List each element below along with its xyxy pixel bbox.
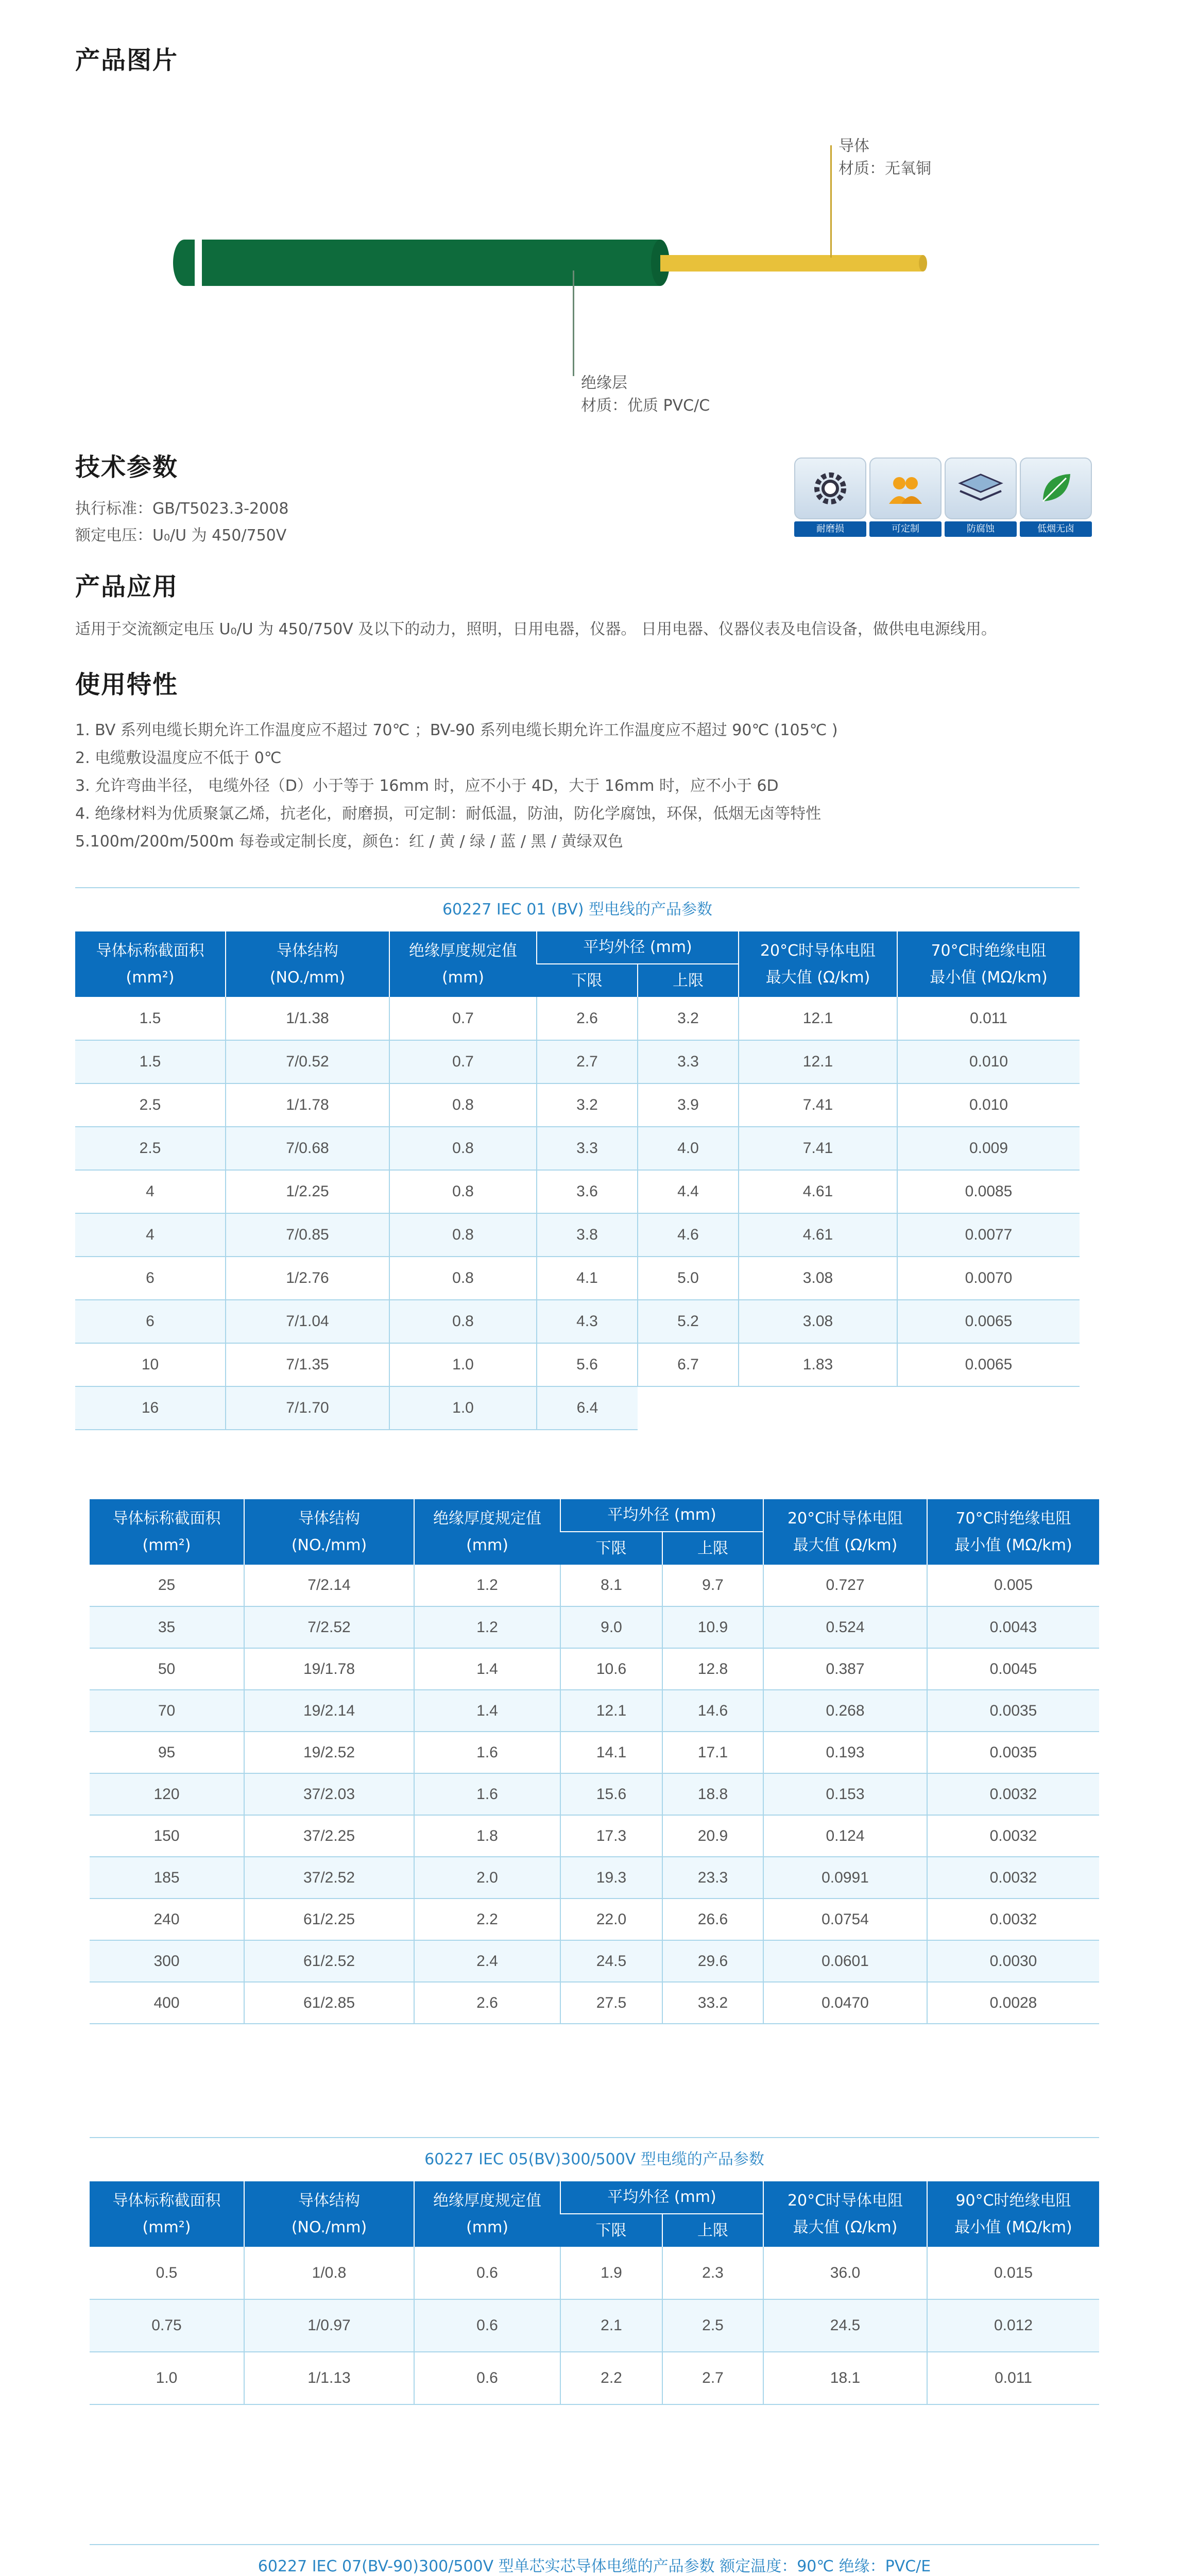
header-unit: 最小值 (MΩ/km) <box>954 1536 1072 1554</box>
table-cell: 2.3 <box>662 2247 763 2299</box>
table-cell: 12.8 <box>662 1648 763 1690</box>
table-cell: 7/1.70 <box>226 1386 389 1430</box>
table-row <box>90 2352 1099 2404</box>
table-row <box>90 1857 1099 1899</box>
header-line: 20°C时导体电阻 <box>787 1509 903 1528</box>
table-cell: 37/2.03 <box>244 1773 414 1815</box>
feature-caption: 低烟无卤 <box>1020 521 1092 537</box>
feature-low-smoke <box>1020 457 1092 537</box>
table-row <box>75 1083 1080 1127</box>
table-row <box>75 1127 1080 1170</box>
table-cell: 6 <box>75 1300 226 1343</box>
table-cell: 0.010 <box>897 1083 1080 1127</box>
table-cell: 1.0 <box>389 1343 537 1386</box>
header-structure <box>244 1499 414 1565</box>
table-cell: 7.41 <box>739 1083 897 1127</box>
section-title-application: 产品应用 <box>75 572 179 601</box>
table-cell: 1/2.25 <box>226 1170 389 1213</box>
table-cell: 10.9 <box>662 1606 763 1648</box>
table-body <box>75 997 1080 1430</box>
header-upper: 上限 <box>638 964 739 997</box>
header-line: 导体标称截面积 <box>112 2191 221 2210</box>
table-row <box>75 1213 1080 1257</box>
table-cell: 0.0032 <box>927 1815 1099 1857</box>
table-cell: 1.4 <box>414 1648 560 1690</box>
feature-wear-resistant <box>794 457 866 537</box>
table-cell: 0.009 <box>897 1127 1080 1170</box>
table-cell: 0.153 <box>763 1773 927 1815</box>
table-cell: 24.5 <box>763 2299 927 2352</box>
table-cell: 185 <box>90 1857 244 1899</box>
table-cell: 8.1 <box>560 1565 662 1606</box>
table-cell: 400 <box>90 1982 244 2024</box>
table-cell: 0.0030 <box>927 1940 1099 1982</box>
table-cell: 18.1 <box>763 2352 927 2404</box>
header-line: 导体结构 <box>298 2191 360 2210</box>
table-row <box>90 2299 1099 2352</box>
header-unit: (mm²) <box>142 1536 191 1554</box>
table-row <box>75 1257 1080 1300</box>
table-cell: 1.8 <box>414 1815 560 1857</box>
header-diameter: 平均外径 (mm) <box>537 931 739 964</box>
table-cell: 3.2 <box>638 997 739 1040</box>
table-cell: 0.5 <box>90 2247 244 2299</box>
table-cell: 0.0032 <box>927 1899 1099 1940</box>
header-unit: (mm) <box>466 2218 508 2236</box>
conductor-label: 导体 <box>838 137 869 155</box>
table-cell: 0.0032 <box>927 1773 1099 1815</box>
table-cell: 1.2 <box>414 1565 560 1606</box>
table-cell: 2.5 <box>75 1127 226 1170</box>
header-unit: 最大值 (Ω/km) <box>793 1536 898 1554</box>
header-line: 绝缘厚度规定值 <box>409 941 517 960</box>
header-res20 <box>763 2181 927 2247</box>
table-cell: 12.1 <box>739 997 897 1040</box>
table-row <box>90 1899 1099 1940</box>
table-cell: 0.0035 <box>927 1690 1099 1732</box>
header-line: 20°C时导体电阻 <box>760 941 876 960</box>
table-cell: 37/2.25 <box>244 1815 414 1857</box>
table-row <box>90 1690 1099 1732</box>
header-line: 导体结构 <box>298 1509 360 1528</box>
table-cell: 4.61 <box>739 1170 897 1213</box>
table-cell: 0.015 <box>927 2247 1099 2299</box>
table-cell: 18.8 <box>662 1773 763 1815</box>
table-cell: 0.8 <box>389 1257 537 1300</box>
table-cell: 1.5 <box>75 997 226 1040</box>
table-cell: 29.6 <box>662 1940 763 1982</box>
table-row <box>75 1300 1080 1343</box>
table-row <box>90 1982 1099 2024</box>
table-cell: 0.0991 <box>763 1857 927 1899</box>
table-cell: 7/0.85 <box>226 1213 389 1257</box>
header-thickness <box>414 1499 560 1565</box>
header-unit: (NO./mm) <box>291 2218 367 2236</box>
table-cell: 3.8 <box>537 1213 638 1257</box>
table-cell: 95 <box>90 1732 244 1773</box>
section-title-tech: 技术参数 <box>75 453 179 482</box>
table-cell: 4.4 <box>638 1170 739 1213</box>
table-row <box>90 1773 1099 1815</box>
table-cell: 2.7 <box>537 1040 638 1083</box>
feature-caption: 耐磨损 <box>794 521 866 537</box>
feature-anti-corrosion <box>945 457 1017 537</box>
table-cell: 1/0.97 <box>244 2299 414 2352</box>
table-cell: 0.524 <box>763 1606 927 1648</box>
header-unit: 最小值 (MΩ/km) <box>954 2218 1072 2236</box>
section-title-features: 使用特性 <box>75 670 179 699</box>
header-insulation-resistance <box>927 1499 1099 1565</box>
table-cell: 4 <box>75 1213 226 1257</box>
table-cell: 7/0.68 <box>226 1127 389 1170</box>
table-row <box>90 1606 1099 1648</box>
table-cell: 19/1.78 <box>244 1648 414 1690</box>
table-cell: 1.6 <box>414 1773 560 1815</box>
table-cell: 5.0 <box>638 1257 739 1300</box>
table-cell: 9.7 <box>662 1565 763 1606</box>
table-cell: 61/2.25 <box>244 1899 414 1940</box>
table-cell: 0.7 <box>389 1040 537 1083</box>
table-cell: 0.0470 <box>763 1982 927 2024</box>
conductor-leader-line <box>830 145 832 258</box>
section-title-product-image: 产品图片 <box>75 46 179 75</box>
header-unit: 最大值 (Ω/km) <box>765 968 870 987</box>
table-cell: 1/1.78 <box>226 1083 389 1127</box>
header-upper: 上限 <box>662 2214 763 2247</box>
header-unit: (NO./mm) <box>291 1536 367 1554</box>
table-cell: 61/2.85 <box>244 1982 414 2024</box>
feature-item: 3. 允许弯曲半径， 电缆外径（D）小于等于 16mm 时，应不小于 4D，大于 16mm 时，应不小于 6D <box>75 777 779 795</box>
header-area <box>90 2181 244 2247</box>
table-cell: 2.2 <box>560 2352 662 2404</box>
table-cell: 10 <box>75 1343 226 1386</box>
table-row <box>75 1386 1080 1430</box>
table3 <box>90 2180 1099 2405</box>
table-cell: 0.8 <box>389 1300 537 1343</box>
table-cell: 1.5 <box>75 1040 226 1083</box>
table-cell: 3.08 <box>739 1257 897 1300</box>
table-cell: 4.0 <box>638 1127 739 1170</box>
table-cell: 2.6 <box>414 1982 560 2024</box>
table-cell: 33.2 <box>662 1982 763 2024</box>
header-structure <box>226 931 389 997</box>
table-cell: 50 <box>90 1648 244 1690</box>
table-cell: 2.0 <box>414 1857 560 1899</box>
table-cell: 0.124 <box>763 1815 927 1857</box>
table-cell: 7/1.04 <box>226 1300 389 1343</box>
header-lower: 下限 <box>560 2214 662 2247</box>
table-cell: 2.6 <box>537 997 638 1040</box>
table-cell: 35 <box>90 1606 244 1648</box>
table-cell: 0.0065 <box>897 1343 1080 1386</box>
header-res20 <box>763 1499 927 1565</box>
table-cell: 0.8 <box>389 1083 537 1127</box>
feature-item: 2. 电缆敷设温度应不低于 0℃ <box>75 749 282 767</box>
header-unit: (mm) <box>442 968 484 987</box>
table-cell: 0.8 <box>389 1127 537 1170</box>
feature-caption: 防腐蚀 <box>945 521 1017 537</box>
table-row <box>90 1565 1099 1606</box>
table-cell: 0.0043 <box>927 1606 1099 1648</box>
header-line: 绝缘厚度规定值 <box>433 2191 541 2210</box>
feature-item: 1. BV 系列电缆长期允许工作温度应不超过 70℃ ；BV-90 系列电缆长期允许工作温度应不超过 90℃ (105℃ ) <box>75 721 838 739</box>
header-lower: 下限 <box>560 1532 662 1565</box>
header-upper: 上限 <box>662 1532 763 1565</box>
header-thickness <box>389 931 537 997</box>
table-cell: 24.5 <box>560 1940 662 1982</box>
header-unit: (mm) <box>466 1536 508 1554</box>
table-cell: 9.0 <box>560 1606 662 1648</box>
table-cell: 2.7 <box>662 2352 763 2404</box>
header-line: 70°C时绝缘电阻 <box>931 941 1047 960</box>
table-cell: 0.268 <box>763 1690 927 1732</box>
table-row <box>75 1170 1080 1213</box>
header-line: 导体结构 <box>277 941 338 960</box>
table-cell: 37/2.52 <box>244 1857 414 1899</box>
header-unit: 最小值 (MΩ/km) <box>930 968 1048 987</box>
table-cell: 70 <box>90 1690 244 1732</box>
gear-icon <box>810 468 851 509</box>
header-unit: (mm²) <box>126 968 175 987</box>
table-cell: 1.0 <box>389 1386 537 1430</box>
table-header <box>90 2181 1099 2247</box>
header-line: 20°C时导体电阻 <box>787 2191 903 2210</box>
table-cell: 150 <box>90 1815 244 1857</box>
feature-customizable <box>869 457 942 537</box>
table-cell: 1.2 <box>414 1606 560 1648</box>
table-cell: 4.6 <box>638 1213 739 1257</box>
standard-text: 执行标准：GB/T5023.3-2008 <box>75 500 289 518</box>
table-cell: 0.0028 <box>927 1982 1099 2024</box>
table-cell: 0.010 <box>897 1040 1080 1083</box>
table-cell: 1/0.8 <box>244 2247 414 2299</box>
insulation-material: 材质：优质 PVC/C <box>581 397 710 415</box>
table-row <box>75 1343 1080 1386</box>
table-cell: 0.0045 <box>927 1648 1099 1690</box>
table-cell: 20.9 <box>662 1815 763 1857</box>
table-cell: 27.5 <box>560 1982 662 2024</box>
feature-caption: 可定制 <box>869 521 942 537</box>
header-area <box>90 1499 244 1565</box>
table-cell: 7.41 <box>739 1127 897 1170</box>
table-cell: 5.6 <box>537 1343 638 1386</box>
table-cell: 2.5 <box>75 1083 226 1127</box>
table-cell: 19.3 <box>560 1857 662 1899</box>
table3-title: 60227 IEC 05(BV)300/500V 型电缆的产品参数 <box>90 2137 1099 2180</box>
table-cell: 3.3 <box>638 1040 739 1083</box>
header-line: 70°C时绝缘电阻 <box>955 1509 1071 1528</box>
table-cell: 4.1 <box>537 1257 638 1300</box>
table-row <box>90 1940 1099 1982</box>
table-cell: 0.0601 <box>763 1940 927 1982</box>
table-body <box>90 2247 1099 2404</box>
people-icon <box>885 468 926 509</box>
table-cell <box>739 1386 897 1430</box>
table-header <box>90 1499 1099 1565</box>
table-cell: 22.0 <box>560 1899 662 1940</box>
table-cell: 2.4 <box>414 1940 560 1982</box>
table-cell: 1.0 <box>90 2352 244 2404</box>
table-cell: 5.2 <box>638 1300 739 1343</box>
table-cell: 16 <box>75 1386 226 1430</box>
table-cell: 23.3 <box>662 1857 763 1899</box>
table-cell: 12.1 <box>739 1040 897 1083</box>
table-cell: 6.4 <box>537 1386 638 1430</box>
table-cell: 6.7 <box>638 1343 739 1386</box>
table-row <box>90 1732 1099 1773</box>
table-cell: 1/2.76 <box>226 1257 389 1300</box>
table-cell: 36.0 <box>763 2247 927 2299</box>
table-cell: 0.0032 <box>927 1857 1099 1899</box>
table-cell: 1.83 <box>739 1343 897 1386</box>
table-cell: 0.193 <box>763 1732 927 1773</box>
table-cell: 0.0065 <box>897 1300 1080 1343</box>
table-cell: 3.9 <box>638 1083 739 1127</box>
table-cell: 0.7 <box>389 997 537 1040</box>
table-cell: 120 <box>90 1773 244 1815</box>
voltage-text: 额定电压：U₀/U 为 450/750V <box>75 527 287 545</box>
header-line: 导体标称截面积 <box>96 941 204 960</box>
table-cell: 0.6 <box>414 2352 560 2404</box>
table-cell: 3.2 <box>537 1083 638 1127</box>
table4-title: 60227 IEC 07(BV-90)300/500V 型单芯实芯导体电缆的产品参数 额定温度：90℃ 绝缘：PVC/E <box>90 2544 1099 2576</box>
table-cell: 14.6 <box>662 1690 763 1732</box>
header-unit: 最大值 (Ω/km) <box>793 2218 898 2236</box>
header-line: 90°C时绝缘电阻 <box>955 2191 1071 2210</box>
header-area <box>75 931 226 997</box>
table-cell: 14.1 <box>560 1732 662 1773</box>
table-cell: 0.6 <box>414 2247 560 2299</box>
table-header <box>75 931 1080 997</box>
table-cell: 0.75 <box>90 2299 244 2352</box>
table-cell: 7/1.35 <box>226 1343 389 1386</box>
table-cell: 25 <box>90 1565 244 1606</box>
header-insulation-resistance <box>927 2181 1099 2247</box>
table-cell <box>897 1386 1080 1430</box>
table-cell: 7/2.52 <box>244 1606 414 1648</box>
table-cell: 0.8 <box>389 1170 537 1213</box>
table-cell: 4.3 <box>537 1300 638 1343</box>
header-unit: (mm²) <box>142 2218 191 2236</box>
table-cell: 1.6 <box>414 1732 560 1773</box>
table-cell: 7/2.14 <box>244 1565 414 1606</box>
anti-corrosion-icon <box>957 470 1004 506</box>
table-cell: 19/2.52 <box>244 1732 414 1773</box>
header-diameter: 平均外径 (mm) <box>560 2181 763 2214</box>
table-cell: 300 <box>90 1940 244 1982</box>
table-cell: 1/1.13 <box>244 2352 414 2404</box>
feature-item: 4. 绝缘材料为优质聚氯乙烯，抗老化，耐磨损，可定制：耐低温，防油，防化学腐蚀，环保，低烟无卤等特性 <box>75 805 822 823</box>
table-cell: 0.8 <box>389 1213 537 1257</box>
table-cell: 0.011 <box>927 2352 1099 2404</box>
table-cell: 0.727 <box>763 1565 927 1606</box>
conductor-material: 材质：无氧铜 <box>838 160 931 178</box>
table1 <box>75 930 1080 1430</box>
table-cell: 3.3 <box>537 1127 638 1170</box>
leaf-icon <box>1035 468 1076 509</box>
table-cell: 26.6 <box>662 1899 763 1940</box>
table-cell: 0.011 <box>897 997 1080 1040</box>
table-cell: 10.6 <box>560 1648 662 1690</box>
table-row <box>75 997 1080 1040</box>
table-cell: 0.0754 <box>763 1899 927 1940</box>
table-cell: 12.1 <box>560 1690 662 1732</box>
table-row <box>90 1648 1099 1690</box>
table-cell: 2.1 <box>560 2299 662 2352</box>
table-cell: 0.0085 <box>897 1170 1080 1213</box>
table-cell: 4.61 <box>739 1213 897 1257</box>
table-body <box>90 1565 1099 2024</box>
table-cell: 240 <box>90 1899 244 1940</box>
header-lower: 下限 <box>537 964 638 997</box>
table-cell: 0.387 <box>763 1648 927 1690</box>
table-cell: 0.012 <box>927 2299 1099 2352</box>
header-insulation-resistance <box>897 931 1080 997</box>
table-cell: 4 <box>75 1170 226 1213</box>
table-cell: 61/2.52 <box>244 1940 414 1982</box>
table-cell: 0.005 <box>927 1565 1099 1606</box>
table-cell: 17.3 <box>560 1815 662 1857</box>
table-cell: 1.9 <box>560 2247 662 2299</box>
table2 <box>90 1498 1099 2024</box>
table-cell: 2.2 <box>414 1899 560 1940</box>
header-thickness <box>414 2181 560 2247</box>
feature-item: 5.100m/200m/500m 每卷或定制长度，颜色：红 / 黄 / 绿 / 蓝 / 黑 / 黄绿双色 <box>75 833 623 851</box>
table-cell: 2.5 <box>662 2299 763 2352</box>
table-cell: 1.4 <box>414 1690 560 1732</box>
table-cell: 0.0070 <box>897 1257 1080 1300</box>
table-cell: 7/0.52 <box>226 1040 389 1083</box>
table-cell: 3.6 <box>537 1170 638 1213</box>
cable-illustration <box>170 234 927 291</box>
header-diameter: 平均外径 (mm) <box>560 1499 763 1532</box>
table-cell: 1/1.38 <box>226 997 389 1040</box>
table1-title: 60227 IEC 01 (BV) 型电线的产品参数 <box>75 887 1080 930</box>
insulation-leader-line <box>573 270 574 376</box>
table-row <box>90 1815 1099 1857</box>
table-cell: 19/2.14 <box>244 1690 414 1732</box>
table-cell: 15.6 <box>560 1773 662 1815</box>
table-row <box>75 1040 1080 1083</box>
table-cell: 0.0035 <box>927 1732 1099 1773</box>
table-cell: 17.1 <box>662 1732 763 1773</box>
table-cell <box>638 1386 739 1430</box>
insulation-label: 绝缘层 <box>581 374 627 392</box>
table-cell: 0.0077 <box>897 1213 1080 1257</box>
table-row <box>90 2247 1099 2299</box>
header-line: 绝缘厚度规定值 <box>433 1509 541 1528</box>
table-cell: 6 <box>75 1257 226 1300</box>
header-unit: (NO./mm) <box>269 968 346 987</box>
table-cell: 0.6 <box>414 2299 560 2352</box>
header-structure <box>244 2181 414 2247</box>
application-text: 适用于交流额定电压 U₀/U 为 450/750V 及以下的动力，照明，日用电器，仪器。 日用电器、仪器仪表及电信设备，做供电电源线用。 <box>75 620 997 638</box>
table-cell: 3.08 <box>739 1300 897 1343</box>
header-line: 导体标称截面积 <box>112 1509 221 1528</box>
header-res20 <box>739 931 897 997</box>
